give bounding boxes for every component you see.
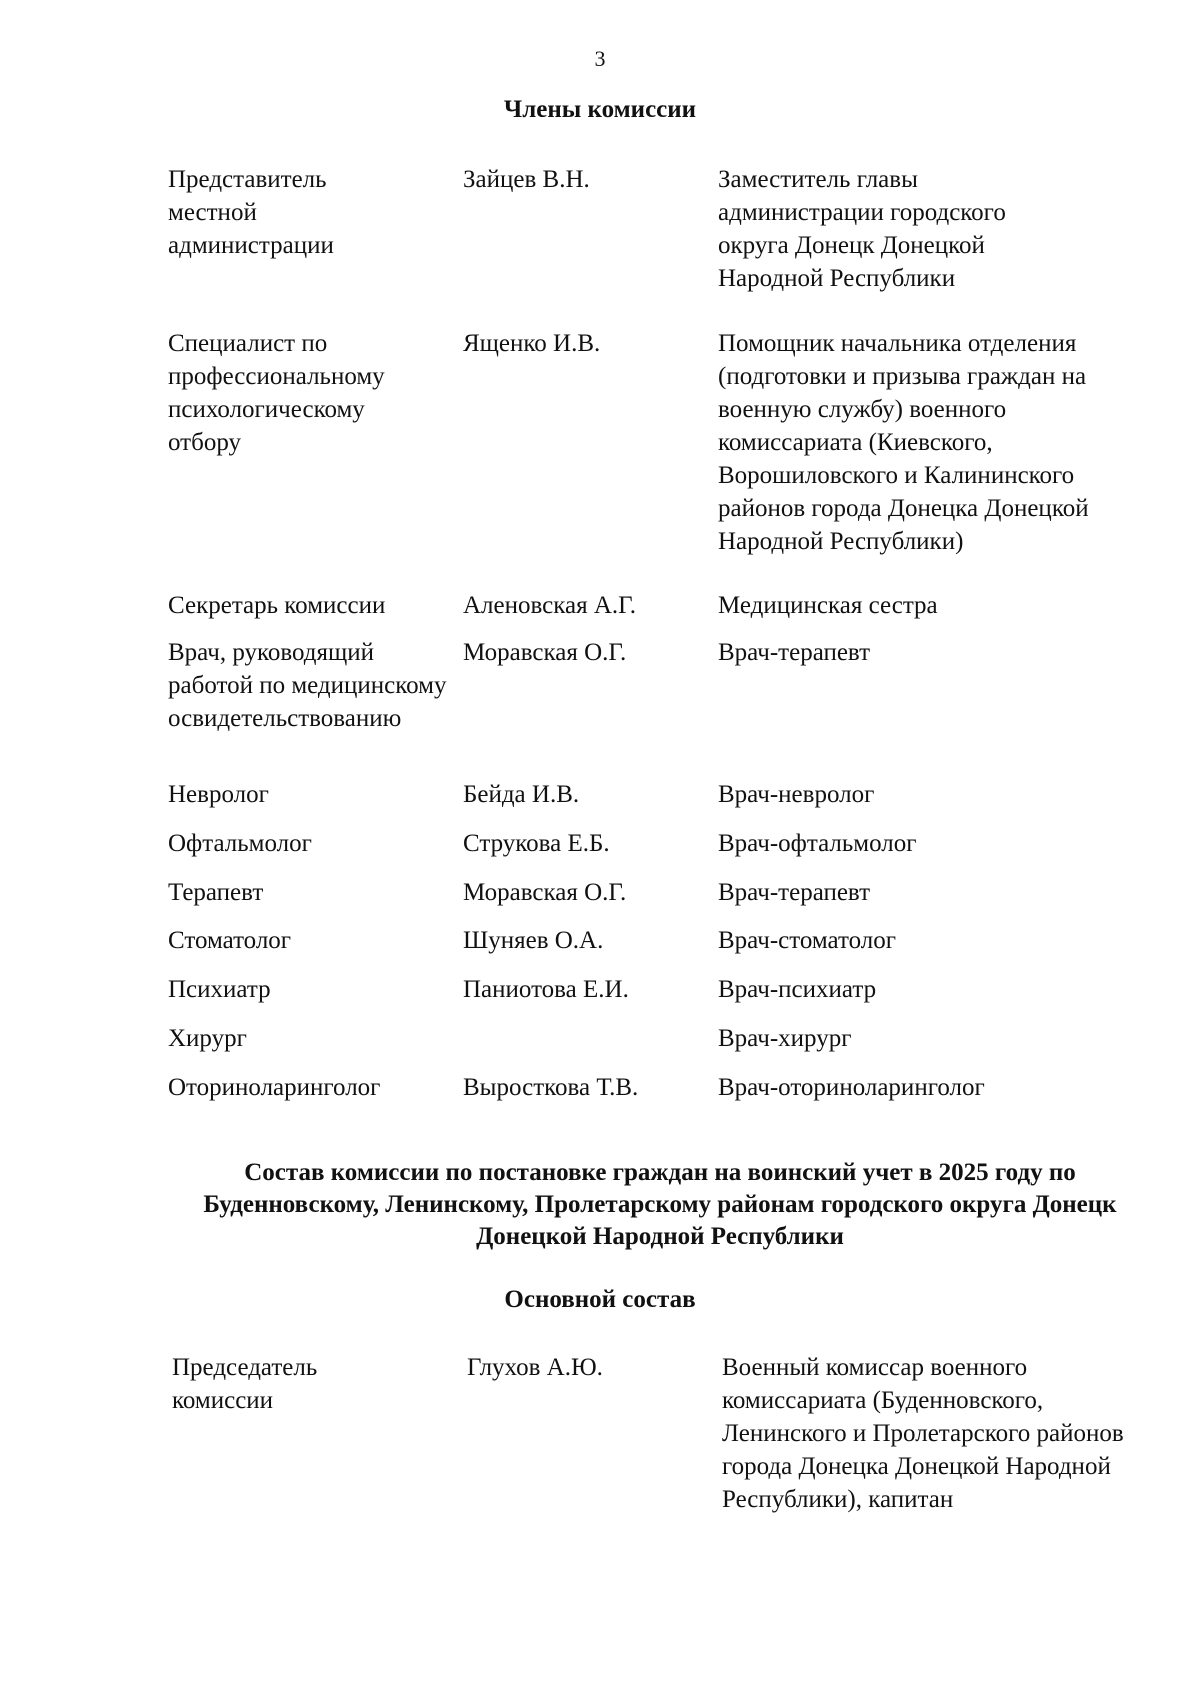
- composition-heading: Состав комиссии по постановке граждан на воинский учет в 2025 году по Буденновскому, Ленинскому, Пролетарскому районам городского округа Донецк Донецкой Народной Республики: [203, 1159, 1117, 1250]
- members-heading: Члены комиссии: [503, 96, 697, 123]
- role-cell: Оториноларинголог: [168, 1074, 381, 1101]
- position-cell: Медицинская сестра: [718, 592, 938, 619]
- position-cell: Военный комиссар военного комиссариата (Буденновского, Ленинского и Пролетарского районов города Донецка Донецкой Народной Республики), капитан: [722, 1354, 1124, 1513]
- name-cell: Аленовская А.Г.: [463, 592, 637, 619]
- position-cell: Врач-хирург: [718, 1025, 852, 1052]
- position-cell: Заместитель главы администрации городского округа Донецк Донецкой Народной Республики: [718, 166, 1006, 292]
- name-cell: Моравская О.Г.: [463, 879, 627, 906]
- role-cell: Стоматолог: [168, 927, 292, 954]
- role-cell: Специалист по профессиональному психологическому отбору: [168, 330, 385, 456]
- position-cell: Врач-психиатр: [718, 976, 877, 1003]
- name-cell: Глухов А.Ю.: [467, 1354, 603, 1381]
- name-cell: Паниотова Е.И.: [463, 976, 629, 1003]
- name-cell: Моравская О.Г.: [463, 639, 627, 666]
- name-cell: Ященко И.В.: [463, 330, 601, 357]
- name-cell: Выросткова Т.В.: [463, 1074, 639, 1101]
- position-cell: Врач-терапевт: [718, 639, 871, 666]
- page-number: 3: [594, 46, 606, 71]
- role-cell: Хирург: [168, 1025, 247, 1052]
- name-cell: Бейда И.В.: [463, 781, 580, 808]
- name-cell: Струкова Е.Б.: [463, 830, 610, 857]
- position-cell: Врач-оториноларинголог: [718, 1074, 985, 1101]
- position-cell: Врач-терапевт: [718, 879, 871, 906]
- role-cell: Терапевт: [168, 879, 264, 906]
- position-cell: Помощник начальника отделения (подготовки и призыва граждан на военную службу) военного комиссариата (Киевского, Ворошиловского и Калининского районов города Донецка Донецкой Народной Республики): [718, 330, 1089, 555]
- role-cell: Представитель местной администрации: [168, 166, 334, 259]
- role-cell: Председатель комиссии: [172, 1354, 318, 1414]
- composition-subheading: Основной состав: [504, 1286, 696, 1313]
- role-cell: Психиатр: [168, 976, 271, 1003]
- position-cell: Врач-стоматолог: [718, 927, 896, 954]
- name-cell: Шуняев О.А.: [463, 927, 604, 954]
- name-cell: Зайцев В.Н.: [463, 166, 590, 193]
- position-cell: Врач-невролог: [718, 781, 875, 808]
- role-cell: Врач, руководящий работой по медицинскому освидетельствованию: [168, 639, 447, 732]
- role-cell: Невролог: [168, 781, 269, 808]
- role-cell: Секретарь комиссии: [168, 592, 386, 619]
- position-cell: Врач-офтальмолог: [718, 830, 917, 857]
- role-cell: Офтальмолог: [168, 830, 312, 857]
